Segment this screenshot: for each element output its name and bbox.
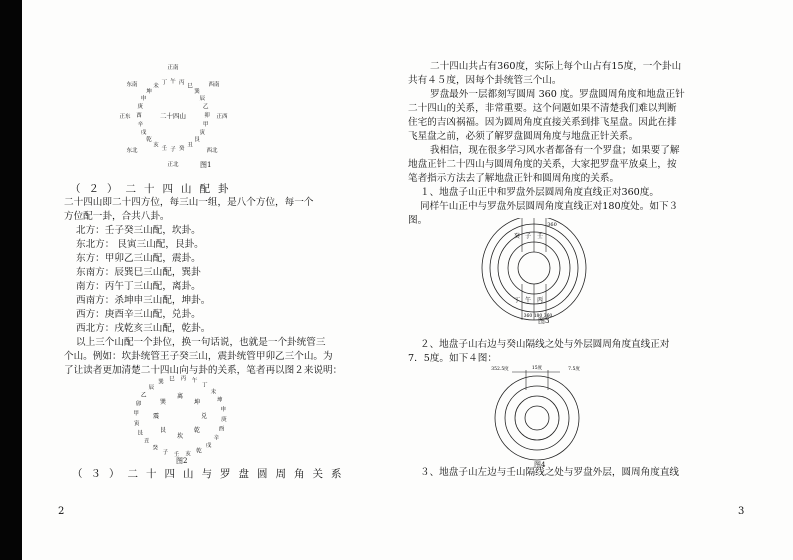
right-p5-line-2: 7．5度。如下４图： [408, 353, 497, 364]
right-p4-line-3: 图。 [408, 215, 428, 226]
fig1-ring-char: 巳 [187, 83, 193, 90]
fig2-trigram-label: 兑 [200, 413, 208, 420]
right-p4-line-2: 同样午山正中与罗盘外层圆周角度直线正对180度处。如下３ [420, 201, 679, 212]
fig1-ring-char: 庚 [137, 104, 143, 111]
section-2-title: （２）二十四山配卦 [70, 183, 237, 195]
fig1-ring-char: 坤 [146, 89, 152, 95]
fig2-trigram-label: 乾 [193, 427, 201, 435]
fig1-center-label: 二十四山 [160, 112, 186, 120]
page-number-right: 3 [738, 506, 745, 517]
fig1-ring-char: 辰 [199, 96, 206, 102]
page-number-left: 2 [58, 506, 65, 517]
fig2-ring-char: 甲 [133, 411, 139, 418]
figure-3-caption: 图3 [538, 317, 550, 325]
fig1-ring-char: 甲 [203, 121, 209, 128]
fig2-ring-char: 亥 [185, 451, 191, 458]
fig4-left-degree: 352.5度 [491, 367, 509, 372]
fig1-ring-char: 申 [140, 96, 147, 102]
fig2-trigram-label: 坤 [193, 398, 201, 406]
figure-4-caption: 图4 [534, 461, 546, 469]
fig1-ring-char: 丁 [161, 80, 167, 87]
fig2-ring-char: 坤 [216, 397, 223, 404]
right-p5-line-1: ２、地盘子山右边与癸山隔线之处与外层圆周角度直线正对 [420, 339, 670, 350]
fig1-ring-char: 癸 [179, 145, 185, 152]
right-p6-line: ３、地盘子山左边与壬山隔线之处与罗盘外层，圆周角度直线 [420, 467, 680, 478]
fig2-ring-char: 酉 [218, 426, 225, 433]
trigram-row-6: 西南方：杀坤申三山配，坤卦。 [76, 295, 211, 306]
fig3-bottom-label-3: 丙 [536, 297, 544, 304]
fig2-ring-char: 巽 [158, 379, 164, 386]
trigram-row-1: 北方：壬子癸三山配，坎卦。 [76, 225, 201, 236]
right-p3-line-3: 笔者指示方法去了解地盘正针和圆周角度的关系。 [408, 173, 620, 184]
section-3-title: （３）二十四山与罗盘圆周角关系 [72, 468, 350, 480]
fig2-trigram-label: 坎 [176, 433, 184, 440]
fig3-bottom-label-2: 午 [524, 297, 532, 304]
fig1-dir-sw: 东北 [126, 148, 138, 154]
fig2-ring-char: 辰 [148, 385, 155, 392]
section-2-para-line-2: 个山。例如：坎卦统管王子癸三山，震卦统管甲卯乙三个山。为 [64, 351, 333, 362]
fig2-ring-char: 辛 [213, 435, 220, 442]
fig2-ring-char: 午 [191, 378, 198, 385]
section-2-para-line-3: 了让读者更加清楚二十四山向与卦的关系，笔者再以图２来说明： [64, 365, 343, 376]
fig2-ring-char: 申 [220, 407, 226, 413]
fig1-ring-char: 午 [170, 79, 176, 85]
fig1-ring-char: 酉 [136, 113, 142, 119]
right-p3-line-2: 地盘正针二十四山与圆周角度的关系，大家把罗盘平放桌上，按 [408, 159, 677, 170]
trigram-row-3: 东方：甲卯乙三山配，震卦。 [76, 253, 201, 264]
fig4-mid-label: 15度 [531, 366, 543, 371]
fig1-ring-char: 丑 [187, 142, 193, 149]
right-p2-line-3: 住宅的吉凶祸福。因为圆周角度直接关系到排飞星盘。因此在排 [408, 117, 677, 128]
fig1-ring-char: 艮 [194, 137, 200, 143]
fig1-dir-ne: 西南 [208, 82, 220, 88]
fig2-ring-char: 卯 [135, 401, 142, 408]
fig1-ring-char: 辛 [137, 121, 143, 128]
trigram-row-2: 东北方： 艮寅三山配，艮卦。 [76, 239, 204, 250]
fig1-ring-char: 乾 [146, 137, 152, 143]
scan-edge-strip [0, 0, 22, 560]
fig2-ring-char: 癸 [152, 445, 158, 452]
fig4-right-degree: 7.5度 [568, 367, 580, 372]
fig2-trigram-label: 离 [176, 393, 184, 400]
right-p2-line-4: 飞星盘之前，必须了解罗盘圆周角度与地盘正针关系。 [408, 131, 639, 142]
fig2-ring-char: 丙 [180, 376, 187, 383]
figure-1-diagram [118, 60, 228, 170]
fig2-ring-char: 戌 [205, 442, 212, 449]
fig1-dir-nw: 东南 [126, 82, 138, 88]
fig3-degree-top: 360 [547, 222, 557, 228]
fig1-ring-char: 乙 [203, 104, 209, 111]
fig1-ring-char: 壬 [161, 145, 167, 152]
trigram-row-5: 南方：丙午丁三山配，离卦。 [76, 281, 201, 292]
fig1-ring-char: 巽 [194, 89, 200, 95]
fig2-ring-char: 子 [162, 449, 169, 456]
figure-1-caption: 图1 [200, 161, 212, 169]
fig3-bottom-label-1: 丁 [513, 297, 521, 304]
fig2-ring-char: 乙 [140, 392, 147, 399]
fig1-dir-e: 正西 [216, 114, 228, 120]
trigram-row-4: 东南方：辰巽巳三山配，巽卦 [76, 267, 201, 278]
fig1-ring-char: 未 [153, 83, 159, 90]
fig1-dir-w: 正东 [119, 114, 131, 120]
fig1-dir-n: 正南 [167, 65, 179, 71]
fig2-trigram-label: 巽 [159, 398, 167, 406]
fig3-top-label-2: 子 [524, 233, 532, 240]
fig1-ring-char: 戌 [140, 130, 147, 136]
right-p2-line-1: 罗盘最外一层都刻写圆周 360 度。罗盘圆周角度和地盘正针 [430, 89, 685, 100]
fig2-trigram-label: 震 [152, 413, 160, 420]
trigram-row-7: 西方：庚酉辛三山配，兑卦。 [76, 309, 201, 320]
right-p1-line-2: 共有４５度，因每个卦统管三个山。 [408, 75, 562, 86]
right-p4-line-1: １、地盘子山正中和罗盘外层圆周角度直线正对360度。 [420, 187, 659, 198]
fig2-ring-char: 巳 [169, 376, 175, 383]
fig1-ring-char: 卯 [204, 113, 210, 119]
fig1-ring-char: 丙 [179, 80, 185, 87]
section-2-para-line-1: 以上三个山配一个卦位，换一句话说，也就是一个卦统管三 [76, 337, 326, 348]
section-2-intro-line-1: 二十四山即二十四方位，每三山一组，是八个方位，每一个 [64, 197, 314, 208]
fig1-dir-se: 西北 [206, 148, 218, 154]
fig2-ring-char: 寅 [134, 421, 140, 427]
fig3-top-label-1: 癸 [513, 233, 521, 240]
fig1-dir-s: 正北 [167, 162, 179, 168]
fig2-ring-char: 壬 [173, 451, 180, 458]
fig3-degree-bottom: 360 180 360 [523, 314, 553, 319]
fig2-ring-char: 未 [210, 389, 217, 396]
figure-2-caption: 图2 [176, 457, 188, 465]
figure-3-diagram [474, 218, 594, 322]
section-2-intro-line-2: 方位配一卦，合共八卦。 [64, 211, 170, 222]
fig1-ring-char: 子 [170, 147, 176, 153]
trigram-row-8: 西北方：戌乾亥三山配，乾卦。 [76, 323, 211, 334]
fig1-ring-char: 亥 [153, 142, 159, 149]
fig2-ring-char: 丁 [202, 382, 208, 389]
fig2-ring-char: 艮 [137, 430, 144, 437]
figure-4-diagram [482, 364, 592, 462]
fig2-ring-char: 乾 [196, 448, 202, 455]
fig1-ring-char: 寅 [199, 130, 206, 136]
right-p2-line-2: 二十四山的关系，非常重要。这个问题如果不清楚我们难以判断 [408, 103, 677, 114]
fig2-ring-char: 丑 [143, 438, 150, 445]
fig3-top-label-3: 壬 [536, 233, 544, 240]
fig2-ring-char: 庚 [221, 416, 227, 423]
fig2-trigram-label: 艮 [159, 427, 167, 435]
figure-2-diagram [130, 374, 230, 460]
right-p3-line-1: 我相信，现在很多学习风水者都备有一个罗盘；如果要了解 [430, 145, 680, 156]
right-p1-line-1: 二十四山共占有360度，实际上每个山占有15度，一个卦山 [430, 61, 682, 72]
